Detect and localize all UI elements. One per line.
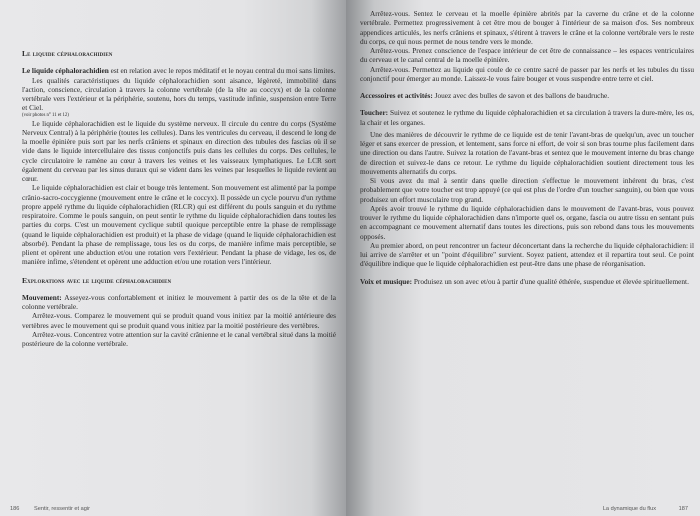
concentrate-paragraph: Arrêtez-vous. Concentrez votre attention sur la cavité crânienne et le canal vertébral situé dans la moitié postérieure de la colonne vertébrale. [22, 329, 336, 348]
photo-note: (voir photos n° 11 et 12) [22, 112, 69, 118]
accessories-paragraph [360, 91, 694, 100]
mouvement-text: Asseyez-vous confortablement et initiez le mouvement à partir des os de la tête et de la colonne vertébrale. [22, 292, 336, 311]
voice-text: Produisez un son avec et/ou à partir d'une qualité éthérée, suspendue et élevée spirituellement. [412, 276, 689, 286]
section-title-explorations: Explorations avec le liquide céphalorachidien [22, 275, 172, 285]
right-page [346, 0, 700, 516]
voice-paragraph [360, 277, 694, 286]
left-running-title: Sentir, ressentir et agir [34, 505, 90, 512]
brain-paragraph: Arrêtez-vous. Sentez le cerveau et la moelle épinière abrités par la caverne du crâne et de la colonne vertébrale. Permettez progressivement à cet être mou de bouger à l'intérieur de sa maison d'os. Ses nombreux appendices articulés, les nerfs crâniens et spinaux, s'étirent à travers le crâne et la colonne vertébrale vers le reste du corps, ce qui nous permet de nous tendre vers le monde. [360, 9, 694, 46]
accessories-label: Accessoires et activités: [360, 91, 433, 100]
mouvement-paragraph [22, 293, 336, 312]
nervous-system-paragraph: Le liquide céphalorachidien est le liquide du système nerveux. Il circule du centre du corps (Système Nerveux Central) à la périphérie (toutes les cellules). Dans les ventricules du cerveau, il descend le long de la moelle épinière puis sort par les nerfs crâniens et spinaux en direction des tubules des fascias où il se vide dans le liquide intercellulaire des tissus conjonctifs puis dans les cellules du corps. Des cellules, le cycle circulatoire le ramène au cœur à travers les veines et les vaisseaux lymphatiques. Le LCR sort également du cerveau par les sinus duraux qui se vident dans les veines par lesquelles le liquide revient au cœur. [22, 118, 336, 183]
right-page-number: 187 [678, 505, 688, 512]
left-page [0, 0, 346, 516]
toucher-text: Suivez et soutenez le rythme du liquide céphalorachidien et sa circulation à travers la dure-mère, les os, la chair et les organes. [360, 108, 694, 127]
compare-paragraph: Arrêtez-vous. Comparez le mouvement qui se produit quand vous initiez par la moitié antérieure des vertèbres avec le mouvement qui se produit quand vous initiez par la moitié postérieure des vertèbres. [22, 311, 336, 330]
any-bone-paragraph: Après avoir trouvé le rythme du liquide céphalorachidien dans le mouvement de l'avant-bras, vous pouvez trouver le rythme du liquide céphalorachidien dans n'importe quel os, organe, fascia ou autre tissu en sentant puis en accompagnant ce mouvement alternatif dans toutes les directions, puis son rebond dans tous les mouvements opposés. [360, 203, 694, 241]
liquid-paragraph: Arrêtez-vous. Permettez au liquide qui coule de ce centre sacré de passer par les nerfs et les tubules du tissu conjonctif pour émerger au monde. Laissez-le vous faire bouger et vous suspendre entre terre et ciel. [360, 64, 694, 83]
voice-label: Voix et musique: [360, 276, 413, 286]
intro-term: Le liquide céphalorachidien [22, 66, 109, 76]
space-paragraph: Arrêtez-vous. Prenez conscience de l'espace intérieur de cet être de connaissance – les espaces ventriculaires du cerveau et le canal central de la moelle épinière. [360, 46, 694, 65]
still-point-paragraph: Au premier abord, on peut rencontrer un facteur déconcertant dans la recherche du liquide céphalorachidien: il lui arrive de s'arrêter et un "point d'équilibre" survient. Soyez patient, attendez et il repartira tout seul. Ce point d'équilibre indique que le liquide céphalorachidien est peut-être dans une phase de réorganisation. [360, 240, 694, 269]
intro-paragraph [22, 66, 336, 75]
left-page-number: 186 [10, 505, 20, 512]
intro-text: est en relation avec le repos méditatif et le noyau central du moi sans limites. [108, 66, 336, 76]
difficulty-paragraph: Si vous avez du mal à sentir dans quelle direction s'effectue le mouvement inhérent du bras, c'est probablement que votre toucher est trop appuyé (ce qui est plus de l'ordre d'un toucher sanguin), ou bien que vous produisez un effort musculaire trop grand. [360, 176, 694, 204]
right-running-title: La dynamique du flux [602, 505, 656, 512]
mouvement-label: Mouvement: [22, 292, 62, 302]
toucher-label: Toucher: [360, 108, 389, 118]
qualities-paragraph: Les qualités caractéristiques du liquide céphalorachidien sont aisance, légèreté, immobilité dans l'action, conscience, circulation à travers la colonne vertébrale (de la tête au coccyx) et de la colonne vertébrale vers l'extérieur et la périphérie, soutenu, hors du temps, vastitude infinie, suspension entre Terre et Ciel. [22, 75, 336, 113]
accessories-text: Jouez avec des bulles de savon et des ballons de baudruche. [432, 91, 610, 100]
rhythm-paragraph: Le liquide céphalorachidien est clair et bouge très lentement. Son mouvement est alimenté par la pompe crânio-sacro-coccygienne (mouvement entre le crâne et le coccyx). Il possède un cycle pourvu d'un rythme propre appelé rythme du liquide céphalorachidien (RLCR) qui est différent du pouls sanguin et du rythme respiratoire. Comme le pouls sanguin, on peut sentir le rythme du liquide céphalorachidien dans toutes les parties du corps. C'est un mouvement cyclique subtil quoique perceptible entre la phase de remplissage (quand le liquide céphalorachidien est produit) et la phase de vidage (quand le liquide céphalorachidien est absorbé). Pendant la phase de remplissage, tous les os du corps, de manière infime mais perceptible, se plient et opèrent une abduction et/ou une rotation vers l'extérieur. Pendant la phase de vidage, les os, de manière infime, s'étendent et opèrent une adduction et/ou une rotation vers l'intérieur. [22, 183, 336, 267]
forearm-paragraph: Une des manières de découvrir le rythme de ce liquide est de tenir l'avant-bras de quelqu'un, avec un toucher léger et sans exercer de pression, et lentement, sans force ni effort, de voir si son bras tourne plus facilement dans une direction ou dans l'autre. Suivez la rotation de l'avant-bras et sentez que le mouvement interne du bras change de direction et suivez-le dans ce retour. Le rythme du liquide céphalorachidien soutient directement tous les mouvements alternatifs du corps. [360, 129, 694, 176]
section-title-liquide: Le liquide céphalorachidien [22, 49, 113, 58]
toucher-paragraph [360, 108, 694, 127]
